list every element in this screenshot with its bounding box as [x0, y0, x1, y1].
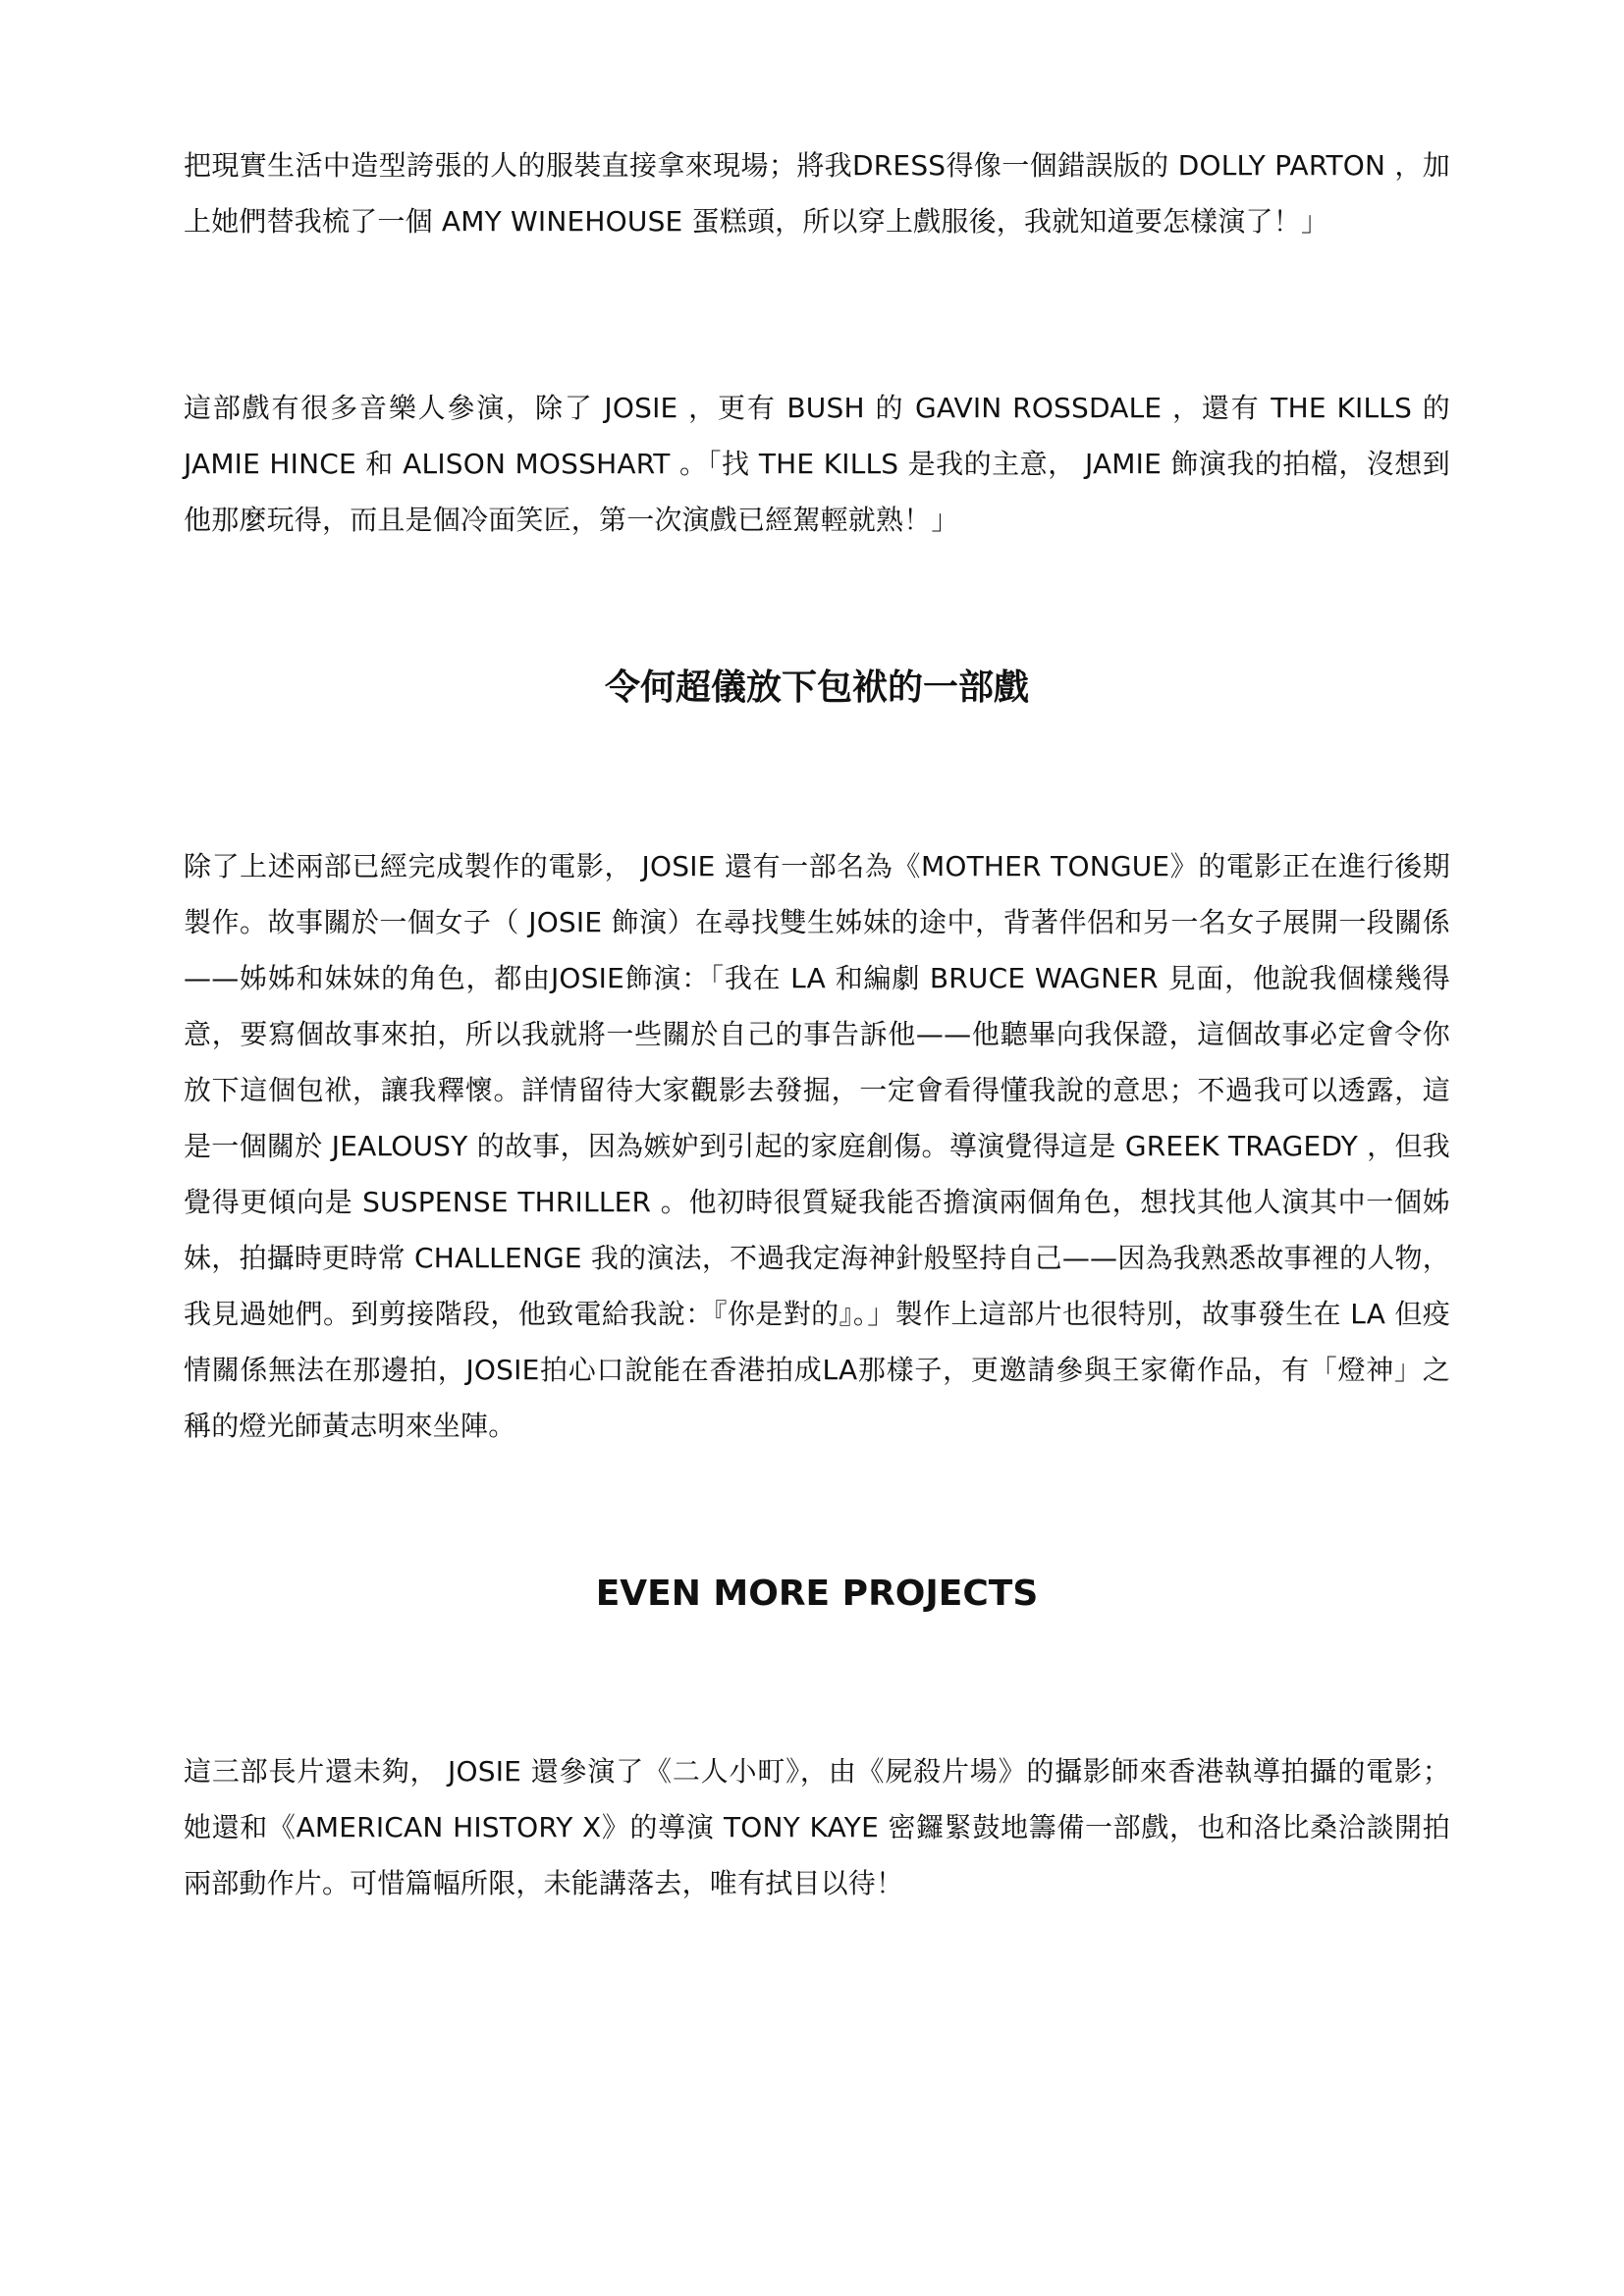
article-paragraph: 這部戲有很多音樂人參演，除了 JOSIE ，更有 BUSH 的 GAVIN ROSSDALE ，還有 THE KILLS 的 JAMIE HINCE 和 ALISON MOSSHART 。「找 THE KILLS 是我的主意， JAMIE 飾演我的拍檔，沒想到他那麼玩得，而且是個冷面笑匠，第一次演戲已經駕輕就熟！」 [184, 392, 1450, 536]
section-heading: EVEN MORE PROJECTS [595, 1574, 1039, 1614]
article-paragraph: 這三部長片還未夠， JOSIE 還參演了《二人小町》，由《屍殺片場》的攝影師來香港執導拍攝的電影；她還和《AMERICAN HISTORY X》的導演 TONY KAYE 密鑼緊鼓地籌備一部戲，也和洛比桑洽談開拍兩部動作片。可惜篇幅所限，未能講落去，唯有拭目以待！ [184, 1755, 1450, 1899]
article-paragraph: 把現實生活中造型誇張的人的服裝直接拿來現場；將我DRESS得像一個錯誤版的 DOLLY PARTON ，加上她們替我梳了一個 AMY WINEHOUSE 蛋糕頭，所以穿上戲服後，我就知道要怎樣演了！」 [184, 149, 1450, 238]
section-heading: 令何超儀放下包袱的一部戲 [604, 667, 1029, 708]
article-paragraph: 除了上述兩部已經完成製作的電影， JOSIE 還有一部名為《MOTHER TONGUE》的電影正在進行後期製作。故事關於一個女子（ JOSIE 飾演）在尋找雙生姊妹的途中，背著伴侶和另一名女子展開一段關係——姊姊和妹妹的角色，都由JOSIE飾演：「我在 LA 和編劇 BRUCE WAGNER 見面，他說我個樣幾得意，要寫個故事來拍，所以我就將一些關於自己的事告訴他——他聽畢向我保證，這個故事必定會令你放下這個包袱，讓我釋懷。詳情留待大家觀影去發掘，一定會看得懂我說的意思；不過我可以透露，這是一個關於 JEALOUSY 的故事，因為嫉妒到引起的家庭創傷。導演覺得這是 GREEK TRAGEDY ，但我覺得更傾向是 SUSPENSE THRILLER 。他初時很質疑我能否擔演兩個角色，想找其他人演其中一個姊妹，拍攝時更時常 CHALLENGE 我的演法，不過我定海神針般堅持自己——因為我熟悉故事裡的人物，我見過她們。到剪接階段，他致電給我說：『你是對的』。」製作上這部片也很特別，故事發生在 LA 但疫情關係無法在那邊拍，JOSIE拍心口說能在香港拍成LA那樣子，更邀請參與王家衛作品，有「燈神」之稱的燈光師黃志明來坐陣。 [184, 850, 1450, 1442]
article-body [184, 137, 1450, 1911]
